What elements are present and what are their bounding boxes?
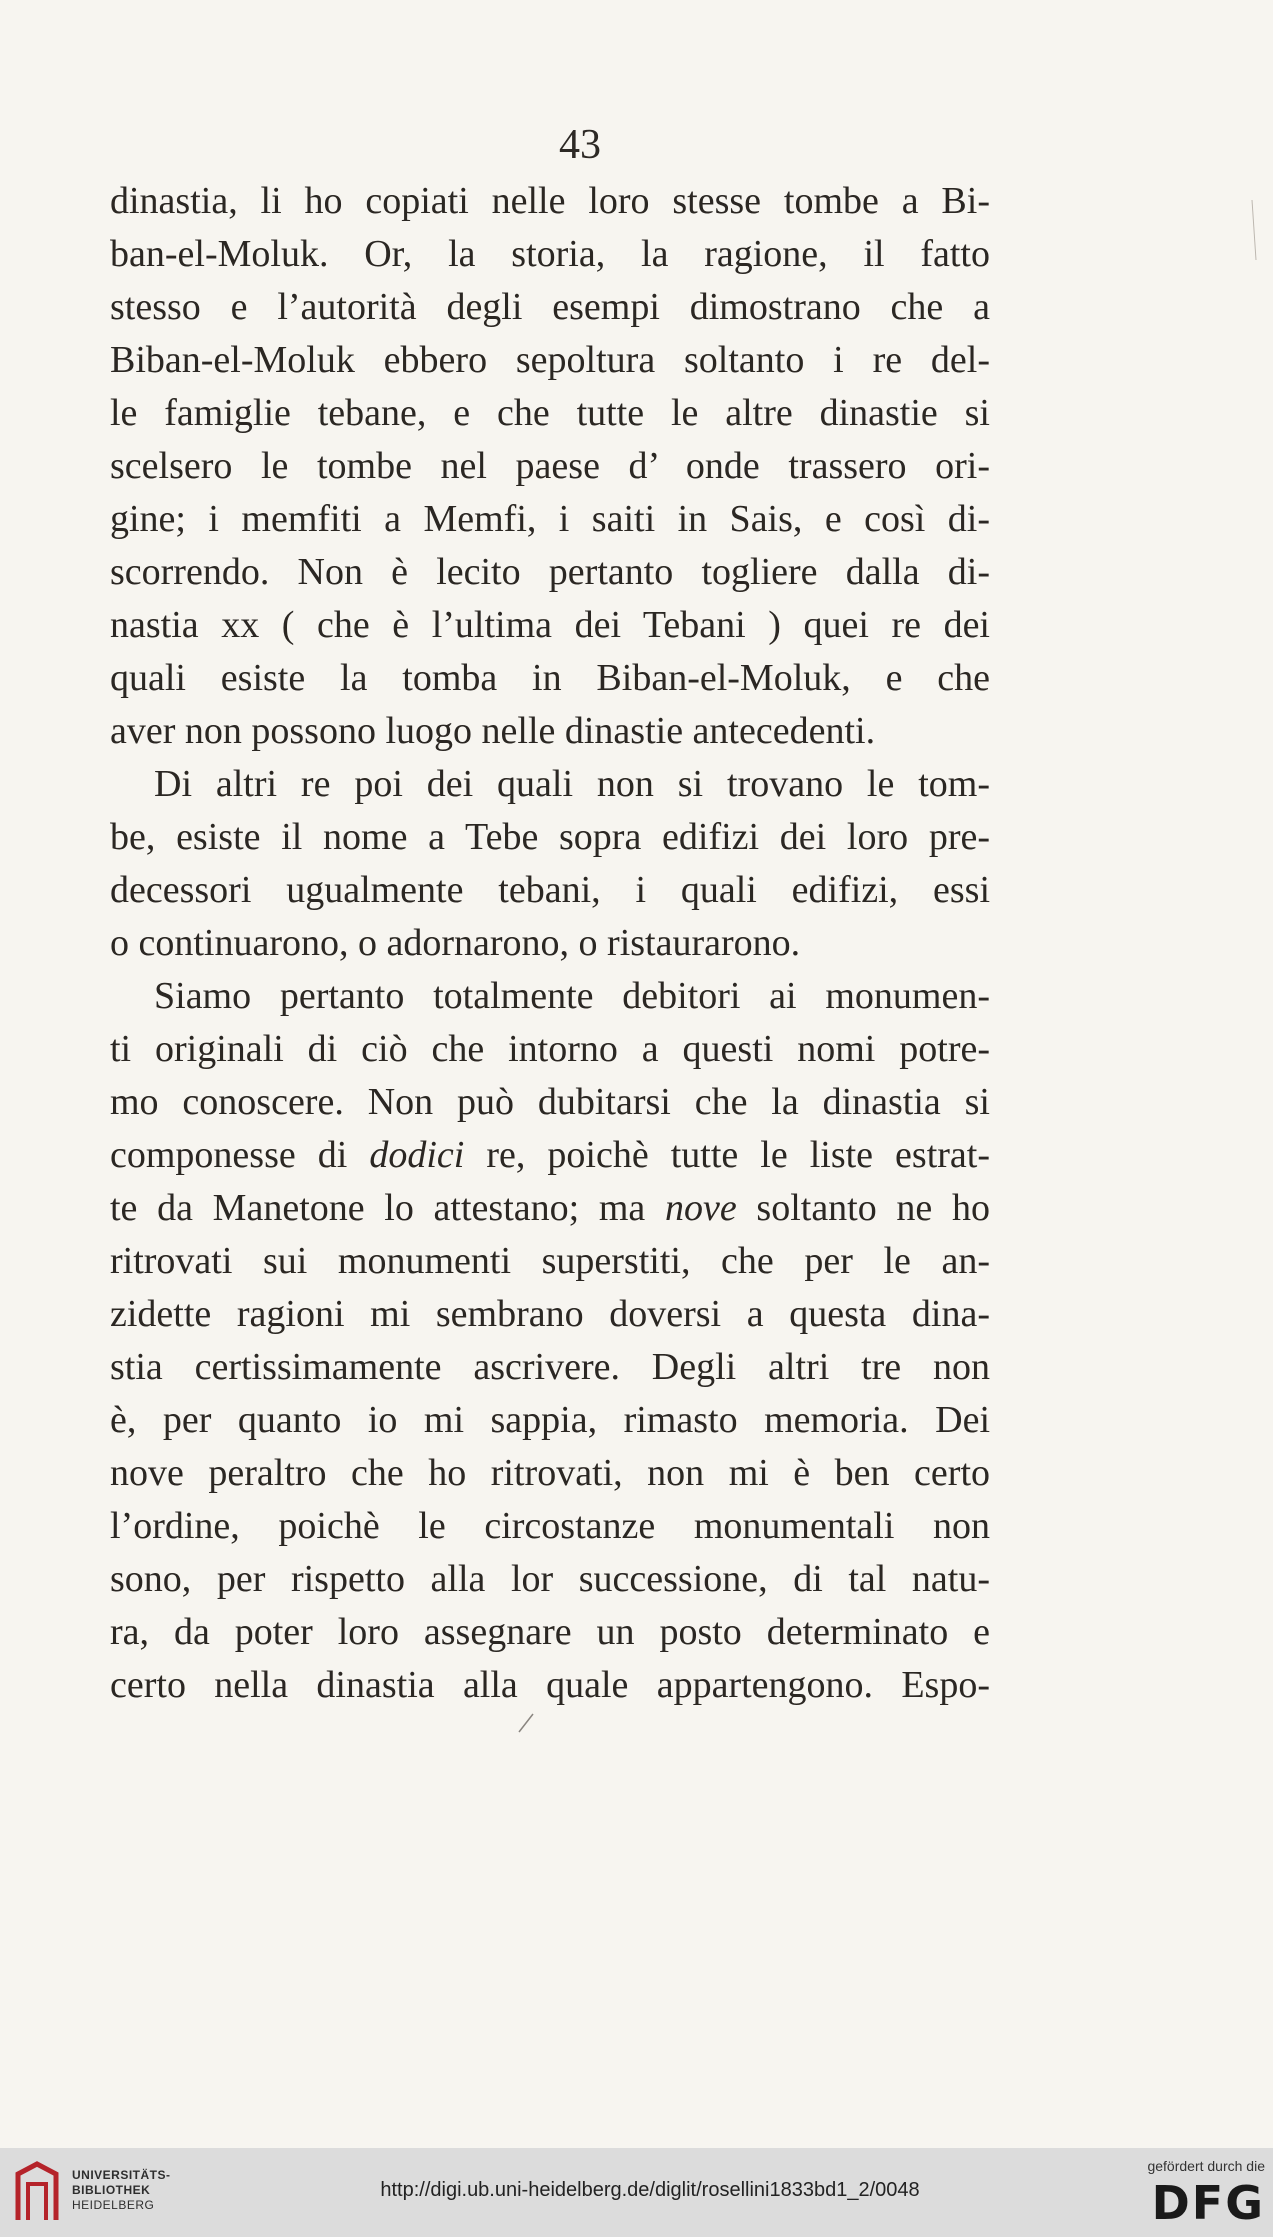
text-fragment: componesse di	[110, 1134, 370, 1176]
text-line: scelsero le tombe nel paese d’ onde trassero ori-	[110, 445, 990, 487]
text-line: ban-el-Moluk. Or, la storia, la ragione, il fatto	[110, 233, 990, 275]
italic-word: dodici	[369, 1134, 465, 1176]
text-line-with-italic	[110, 1182, 990, 1235]
university-library-logo-icon	[12, 2160, 62, 2226]
text-line: be, esiste il nome a Tebe sopra edifizi dei loro pre-	[110, 816, 990, 858]
text-line: ti originali di ciò che intorno a questi nomi potre-	[110, 1028, 990, 1070]
text-line: sono, per rispetto alla lor successione, di tal natu-	[110, 1558, 990, 1600]
page-edge-mark-icon	[1250, 200, 1258, 260]
library-name-line: HEIDELBERG	[72, 2198, 155, 2212]
text-line: mo conoscere. Non può dubitarsi che la dinastia si	[110, 1081, 990, 1123]
text-line-with-italic	[110, 1129, 990, 1182]
text-line: stesso e l’autorità degli esempi dimostrano che a	[110, 286, 990, 328]
text-line: le famiglie tebane, e che tutte le altre dinastie si	[110, 392, 990, 434]
library-name	[72, 2168, 222, 2213]
text-line: o continuarono, o adornarono, o ristaurarono.	[110, 922, 801, 964]
text-fragment: te da Manetone lo attestano; ma	[110, 1187, 665, 1229]
text-line: certo nella dinastia alla quale appartengono. Espo-	[110, 1664, 990, 1706]
library-name-line: UNIVERSITÄTS-	[72, 2168, 171, 2182]
text-line: ritrovati sui monumenti superstiti, che per le an-	[110, 1240, 990, 1282]
text-fragment: re, poichè tutte le liste estrat-	[464, 1134, 991, 1176]
text-fragment: soltanto ne ho	[736, 1187, 990, 1229]
text-line: l’ordine, poichè le circostanze monumentali non	[110, 1505, 990, 1547]
dfg-logo: DFG	[1151, 2176, 1265, 2230]
text-line: Siamo pertanto totalmente debitori ai monumen-	[154, 975, 990, 1017]
text-line: nove peraltro che ho ritrovati, non mi è ben certo	[110, 1452, 990, 1494]
funding-label: gefördert durch die	[1147, 2158, 1265, 2174]
text-line: aver non possono luogo nelle dinastie antecedenti.	[110, 710, 876, 752]
text-line: nastia xx ( che è l’ultima dei Tebani ) quei re dei	[110, 604, 990, 646]
text-line: dinastia, li ho copiati nelle loro stesse tombe a Bi-	[110, 180, 990, 222]
text-line: zidette ragioni mi sembrano doversi a questa dina-	[110, 1293, 990, 1335]
text-line: stia certissimamente ascrivere. Degli altri tre non	[110, 1346, 990, 1388]
text-line: ra, da poter loro assegnare un posto determinato e	[110, 1611, 990, 1653]
source-url-link[interactable]: http://digi.ub.uni-heidelberg.de/diglit/rosellini1833bd1_2/0048	[380, 2179, 920, 2201]
text-line: è, per quanto io mi sappia, rimasto memoria. Dei	[110, 1399, 990, 1441]
text-line: Di altri re poi dei quali non si trovano le tom-	[154, 763, 990, 805]
text-line: scorrendo. Non è lecito pertanto togliere dalla di-	[110, 551, 990, 593]
library-name-line: BIBLIOTHEK	[72, 2183, 151, 2197]
text-line: decessori ugualmente tebani, i quali edifizi, essi	[110, 869, 990, 911]
text-line: Biban-el-Moluk ebbero sepoltura soltanto i re del-	[110, 339, 990, 381]
body-text	[110, 175, 990, 1712]
page-number: 43	[559, 122, 601, 168]
text-line: quali esiste la tomba in Biban-el-Moluk, e che	[110, 657, 990, 699]
text-line: gine; i memfiti a Memfi, i saiti in Sais, e così di-	[110, 498, 990, 540]
italic-word: nove	[664, 1187, 737, 1229]
pencil-mark-icon	[515, 1712, 537, 1734]
